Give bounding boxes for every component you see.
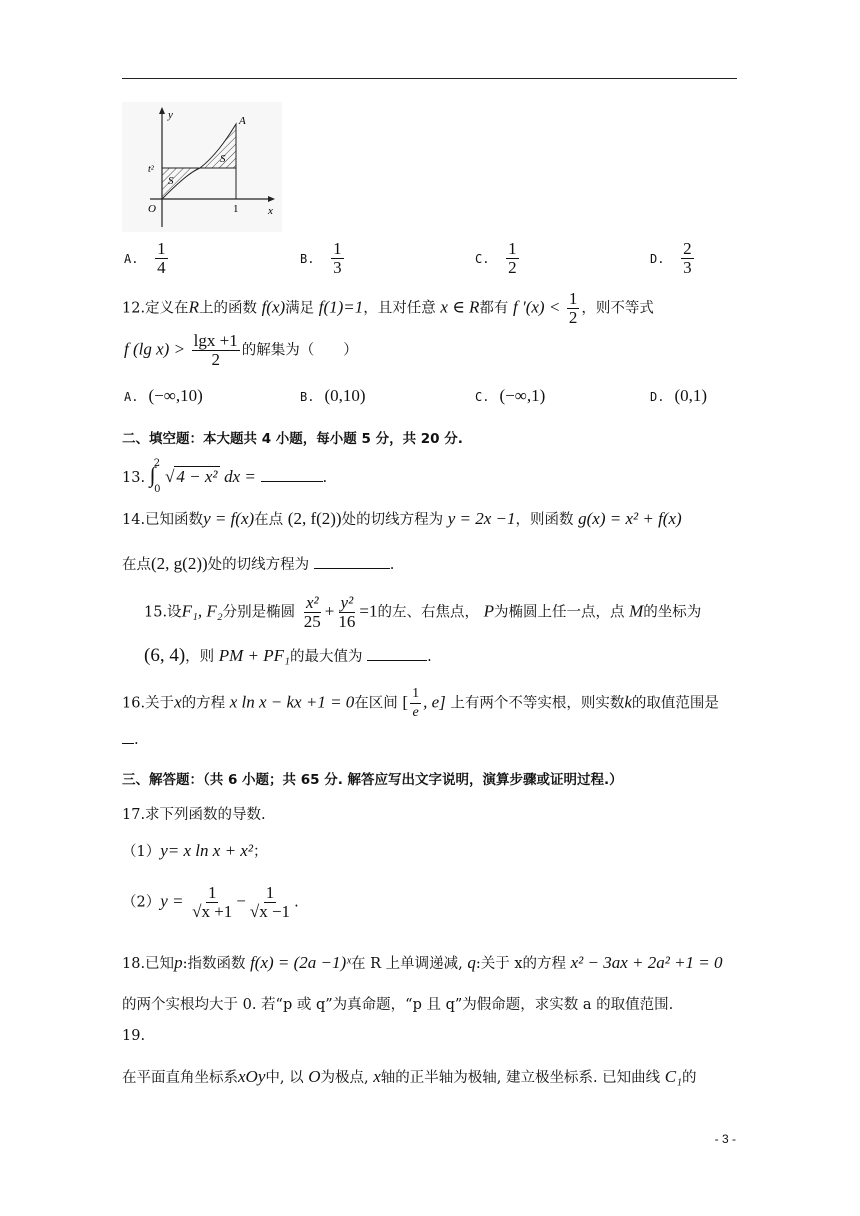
q12-line2: f (lg x) > $\frac{\lg x +1}{2}$ 的解集为（ ）: [124, 331, 358, 369]
q12-option-b: B. (0,10): [300, 386, 366, 405]
answer-blank: [122, 743, 134, 744]
q12-option-d: D. (0,1): [650, 386, 708, 405]
answer-blank: [367, 660, 427, 661]
option-letter: C.: [475, 251, 490, 266]
q13: 13. ∫$^2_0$ √ 4 − x² dx = .: [122, 458, 328, 495]
q17-part1: （1）y= x ln x + x²；: [122, 841, 268, 860]
q12-option-c: C. (−∞,1): [475, 386, 546, 405]
section-3-heading: 三、解答题：（共 6 小题；共 65 分. 解答应写出文字说明，演算步骤或证明过程.）: [122, 772, 623, 788]
option-fraction: $\frac{2}{3}$: [683, 239, 692, 277]
q14-line1: 14.已知函数y = f(x)在点 (2, f(2))处的切线方程为 y = 2x −1，则函数 g(x) = x² + f(x): [122, 509, 682, 528]
page-number: - 3 -: [714, 1132, 736, 1146]
area-figure: [122, 102, 282, 232]
answer-blank: [314, 568, 390, 569]
section-2-heading: 二、填空题：本大题共 4 小题，每小题 5 分，共 20 分.: [122, 431, 463, 447]
option-fraction: $\frac{1}{4}$: [157, 239, 166, 277]
q11-option-a: [124, 240, 170, 277]
option-letter: A.: [124, 251, 139, 266]
q17-part2: （2）y = $\frac{1}{√x +1}$ − $\frac{1}{√x -1}$ .: [122, 883, 299, 921]
option-fraction: $\frac{1}{2}$: [508, 239, 517, 277]
fig-label-S2: S: [220, 153, 226, 165]
q11-option-d: [650, 240, 696, 277]
q19-line1: 在平面直角坐标系xOy中, 以 O为极点, x轴的正半轴为极轴, 建立极坐标系. 已知曲线 C₁的: [122, 1067, 697, 1086]
fig-label-origin: O: [148, 203, 156, 215]
fig-label-one: 1: [233, 203, 239, 215]
q15-line2: (6, 4)，则 PM + PF₁的最大值为 .: [144, 645, 432, 666]
option-letter: D.: [650, 251, 665, 266]
answer-blank: [261, 481, 323, 482]
q18-line2: 的两个实根均大于 0. 若“p 或 q”为真命题，“p 且 q”为假命题，求实数 a 的取值范围.: [122, 997, 674, 1013]
q11-option-c: [475, 240, 521, 277]
q15-line1: 15.设F₁, F₂分别是椭圆 $\frac{\text{x²}}{25}$ + $\frac{\text{y²}}{16}$ =1的左、右焦点， P为椭圆上任一点，点 M的坐标为: [144, 593, 702, 631]
q11-option-b: [300, 240, 346, 277]
q19-number: 19.: [122, 1028, 146, 1044]
q16-line1: 16.关于x的方程 x ln x − kx +1 = 0在区间 [ $\frac{1}{e}$ , e] 上有两个不等实根，则实数k的取值范围是: [122, 686, 719, 720]
fig-label-x: x: [268, 205, 273, 217]
option-letter: B.: [300, 251, 315, 266]
fig-label-A: A: [239, 115, 246, 127]
q17-title: 17.求下列函数的导数.: [122, 807, 266, 823]
fig-label-y: y: [168, 109, 173, 121]
fig-label-t2: t²: [148, 164, 154, 175]
option-fraction: $\frac{1}{3}$: [333, 239, 342, 277]
header-rule: [122, 78, 737, 79]
q16-line2: .: [122, 732, 139, 748]
q12-line1: 12.定义在R上的函数 f(x)满足 f(1)=1，且对任意 x ∈ R都有 f ′(x) < $\frac{1}{2}$ ，则不等式: [122, 289, 654, 327]
q18-line1: 18.已知p:指数函数 f(x) = (2a −1)ˣ在 R 上单调递减, q:关于 x的方程 x² − 3ax + 2a² +1 = 0: [122, 953, 723, 972]
q14-line2: 在点(2, g(2))处的切线方程为 .: [122, 554, 395, 573]
q12-option-a: A. (−∞,10): [124, 386, 203, 405]
fig-label-S1: S: [168, 175, 174, 187]
